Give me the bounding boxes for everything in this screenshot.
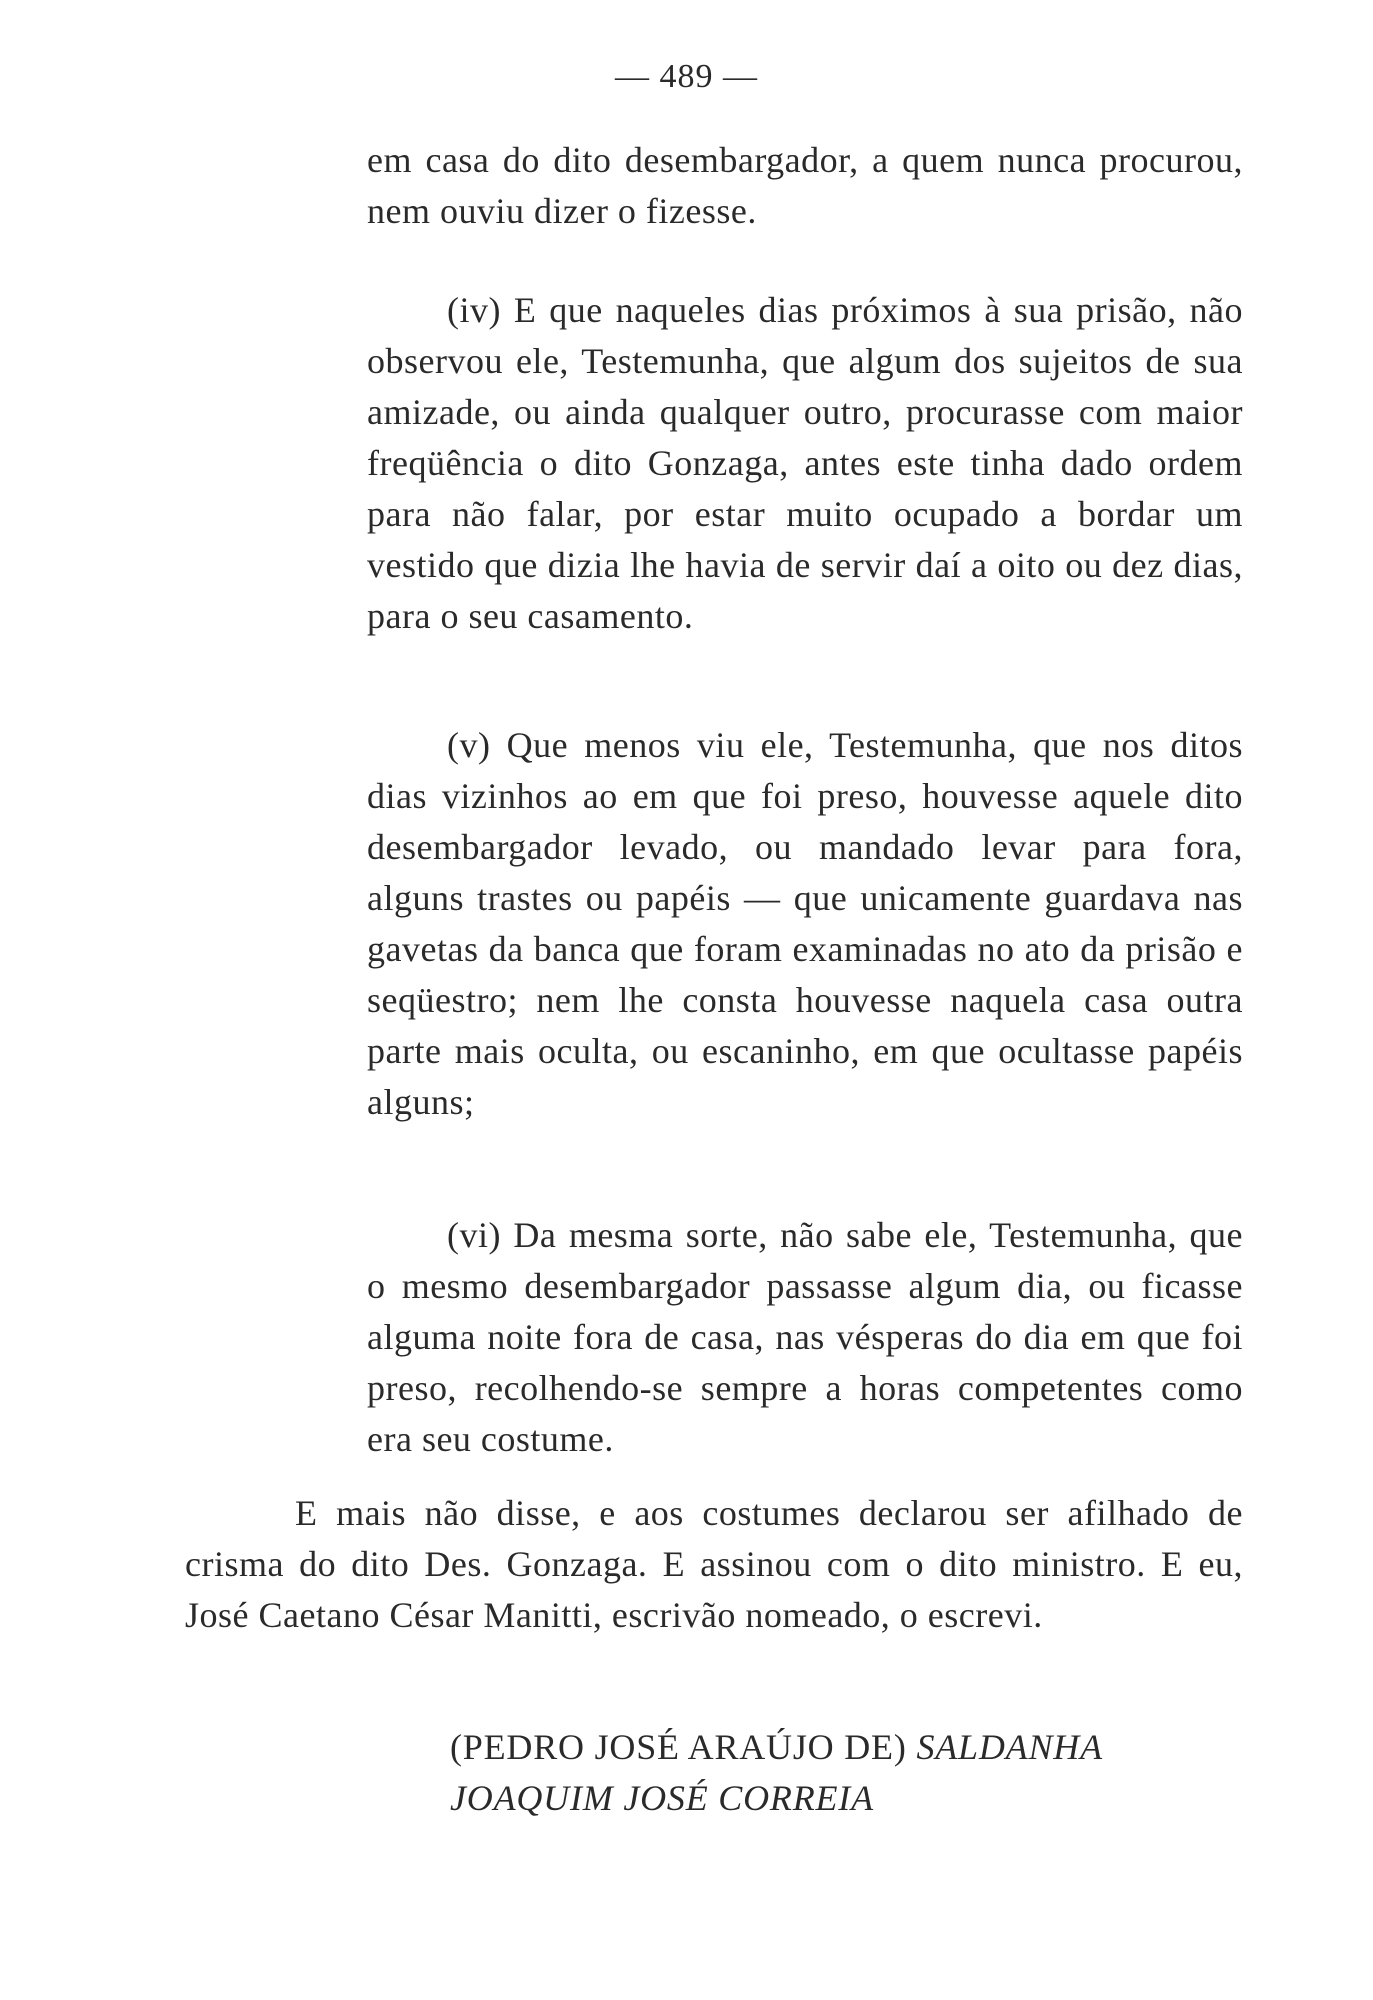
paragraph-item-iv-text: (iv) E que naqueles dias próximos à sua prisão, não observou ele, Testemunha, que algum dos sujeitos de sua amizade, ou ainda qualquer outro, procurasse com maior freqüência o dito Gonzaga, antes este tinha dado ordem para não falar, por estar muito ocupado a bordar um vestido que dizia lhe havia de servir daí a oito ou dez dias, para o seu casamento. (367, 290, 1243, 636)
signature-prefix: (PEDRO JOSÉ ARAÚJO DE) (450, 1727, 907, 1767)
paragraph-item-iv (367, 285, 1243, 642)
paragraph-item-vi-text: (vi) Da mesma sorte, não sabe ele, Testemunha, que o mesmo desembargador passasse algum dia, ou ficasse alguma noite fora de casa, nas vésperas do dia em que foi preso, recolhendo-se sempre a horas competentes como era seu costume. (367, 1215, 1243, 1459)
paragraph-item-v (367, 720, 1243, 1128)
paragraph-closing (185, 1488, 1243, 1641)
page-number: — 489 — (615, 58, 758, 95)
paragraph-item-v-text: (v) Que menos viu ele, Testemunha, que nos ditos dias vizinhos ao em que foi preso, houvesse aquele dito desembargador levado, ou mandado levar para fora, alguns trastes ou papéis — que unicamente guardava nas gavetas da banca que foram examinadas no ato da prisão e seqüestro; nem lhe consta houvesse naquela casa outra parte mais oculta, ou escaninho, em que ocultasse papéis alguns; (367, 725, 1243, 1122)
paragraph-continuation (367, 135, 1243, 237)
paragraph-item-vi (367, 1210, 1243, 1465)
signature-block (450, 1722, 1103, 1824)
signature-line-2: JOAQUIM JOSÉ CORREIA (450, 1778, 874, 1818)
paragraph-closing-text: E mais não disse, e aos costumes declarou ser afilhado de crisma do dito Des. Gonzaga. E assinou com o dito ministro. E eu, José Caetano César Manitti, escrivão nomeado, o escrevi. (185, 1493, 1243, 1635)
signature-name-saldanha: SALDANHA (916, 1727, 1103, 1767)
paragraph-continuation-text: em casa do dito desembargador, a quem nunca procurou, nem ouviu dizer o fizesse. (367, 140, 1243, 231)
signature-line-1 (450, 1722, 1103, 1773)
